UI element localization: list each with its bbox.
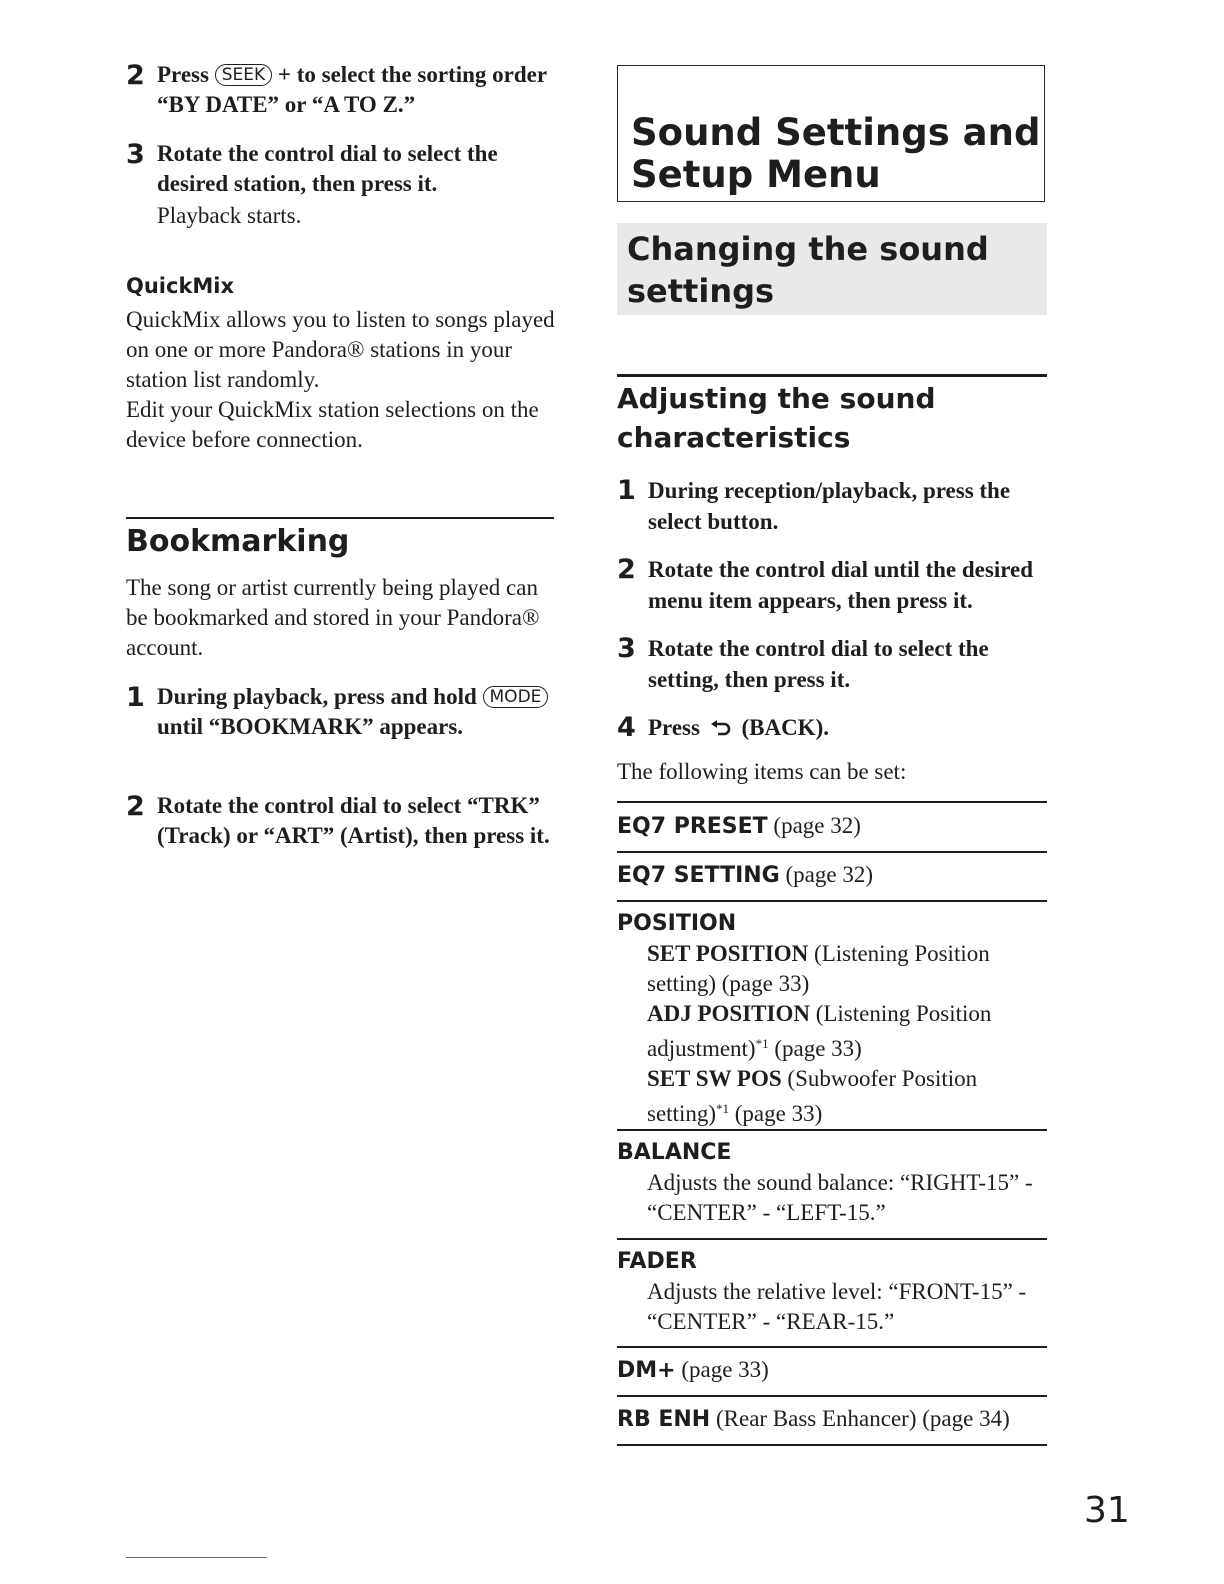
adjusting-heading: Adjusting the sound characteristics [617, 382, 936, 454]
mode-button-glyph: MODE [483, 686, 549, 708]
step-2-seek [126, 60, 556, 120]
footnote-marker: *1 [716, 1101, 729, 1116]
item-label: FADER [617, 1249, 697, 1274]
footnote-marker: *1 [755, 1036, 769, 1051]
adj-position-entry [647, 999, 1047, 1064]
step-text: Press [157, 62, 209, 87]
step-result: Playback starts. [157, 203, 302, 228]
item-ref: (page 32) [773, 813, 861, 838]
step-3-select-station [126, 139, 556, 231]
entry-name: SET POSITION [647, 941, 809, 966]
table-rule [617, 900, 1047, 902]
item-ref: (page 32) [785, 862, 873, 887]
sound-step-3 [617, 633, 1047, 695]
step-number: 2 [126, 60, 145, 91]
step-number: 1 [126, 682, 145, 713]
step-text-cont: until “BOOKMARK” appears. [157, 714, 464, 739]
table-rule [617, 1444, 1047, 1446]
entry-desc: (Subwoofer Position setting) [647, 1066, 978, 1126]
section-divider [126, 517, 554, 519]
entry-desc: (Listening Position adjustment) [647, 1001, 992, 1061]
step-text: During playback, press and hold [157, 684, 477, 709]
step-text-cont: (BACK). [741, 715, 829, 740]
quickmix-note: Edit your QuickMix station selections on the device before connection. [126, 397, 539, 452]
section-title-box [617, 65, 1045, 202]
set-sw-pos-entry [647, 1064, 1047, 1129]
sound-step-1 [617, 475, 1047, 537]
item-eq7-setting [617, 860, 1047, 891]
item-dm-plus [617, 1355, 1047, 1386]
table-rule [617, 1346, 1047, 1348]
item-eq7-preset [617, 811, 1047, 842]
table-rule [617, 801, 1047, 803]
bookmark-step-1 [126, 682, 556, 742]
item-desc: Adjusts the relative level: “FRONT-15” - “CENTER” - “REAR-15.” [647, 1279, 1027, 1334]
step-number: 1 [617, 475, 636, 506]
step-number: 3 [126, 139, 145, 170]
bookmark-step-2 [126, 791, 556, 851]
entry-desc: (Listening Position setting) (page 33) [647, 941, 990, 996]
sound-step-2 [617, 554, 1047, 616]
entry-name: ADJ POSITION [647, 1001, 810, 1026]
quickmix-description: QuickMix allows you to listen to songs played on one or more Pandora® stations in your station list randomly. [126, 307, 555, 392]
step-text: Rotate the control dial to select the desired station, then press it. [157, 141, 498, 196]
page-number: 31 [1084, 1490, 1130, 1531]
back-arrow-icon [710, 720, 732, 738]
item-desc: Adjusts the sound balance: “RIGHT-15” - “CENTER” - “LEFT-15.” [647, 1170, 1033, 1225]
item-ref: (page 33) [681, 1357, 769, 1382]
step-text: During reception/playback, press the select button. [648, 478, 1011, 534]
step-text: Rotate the control dial to select the setting, then press it. [648, 636, 989, 692]
table-rule [617, 1395, 1047, 1397]
table-rule [617, 1129, 1047, 1131]
heading-rule [617, 374, 1047, 377]
step-number: 2 [126, 791, 145, 822]
step-number: 3 [617, 633, 636, 664]
item-label: EQ7 PRESET [617, 814, 768, 839]
seek-button-glyph: SEEK [215, 64, 272, 86]
item-ref: (Rear Bass Enhancer) (page 34) [715, 1406, 1010, 1431]
step-number: 2 [617, 554, 636, 585]
section-title: Sound Settings and Setup Menu [631, 111, 1041, 196]
set-position-entry [647, 939, 1047, 999]
items-intro: The following items can be set: [617, 759, 907, 784]
entry-name: SET SW POS [647, 1066, 782, 1091]
item-rb-enh [617, 1404, 1047, 1435]
step-text-cont: + to select the sorting order “BY DATE” or “A TO Z.” [157, 62, 547, 117]
item-fader [617, 1247, 1047, 1337]
item-label: BALANCE [617, 1140, 732, 1165]
bookmarking-heading: Bookmarking [126, 524, 350, 559]
subsection-title: Changing the sound settings [627, 230, 989, 310]
step-number: 4 [617, 712, 636, 743]
item-balance [617, 1138, 1047, 1228]
item-label: EQ7 SETTING [617, 863, 780, 888]
item-label: POSITION [617, 911, 737, 936]
step-text: Rotate the control dial to select “TRK” (Track) or “ART” (Artist), then press it. [157, 793, 550, 848]
quickmix-heading: QuickMix [126, 274, 235, 298]
table-rule [617, 1238, 1047, 1240]
entry-ref: (page 33) [734, 1101, 823, 1126]
subsection-title-box [617, 223, 1047, 315]
table-rule [617, 851, 1047, 853]
footer-rule [126, 1557, 267, 1558]
step-text: Press [648, 715, 700, 740]
bookmarking-intro: The song or artist currently being played can be bookmarked and stored in your Pandora® account. [126, 575, 540, 660]
sound-step-4 [617, 712, 1047, 743]
item-label: RB ENH [617, 1407, 711, 1432]
entry-ref: (page 33) [774, 1036, 862, 1061]
step-text: Rotate the control dial until the desired menu item appears, then press it. [648, 557, 1034, 613]
item-position [617, 909, 1047, 1129]
item-label: DM+ [617, 1358, 676, 1383]
